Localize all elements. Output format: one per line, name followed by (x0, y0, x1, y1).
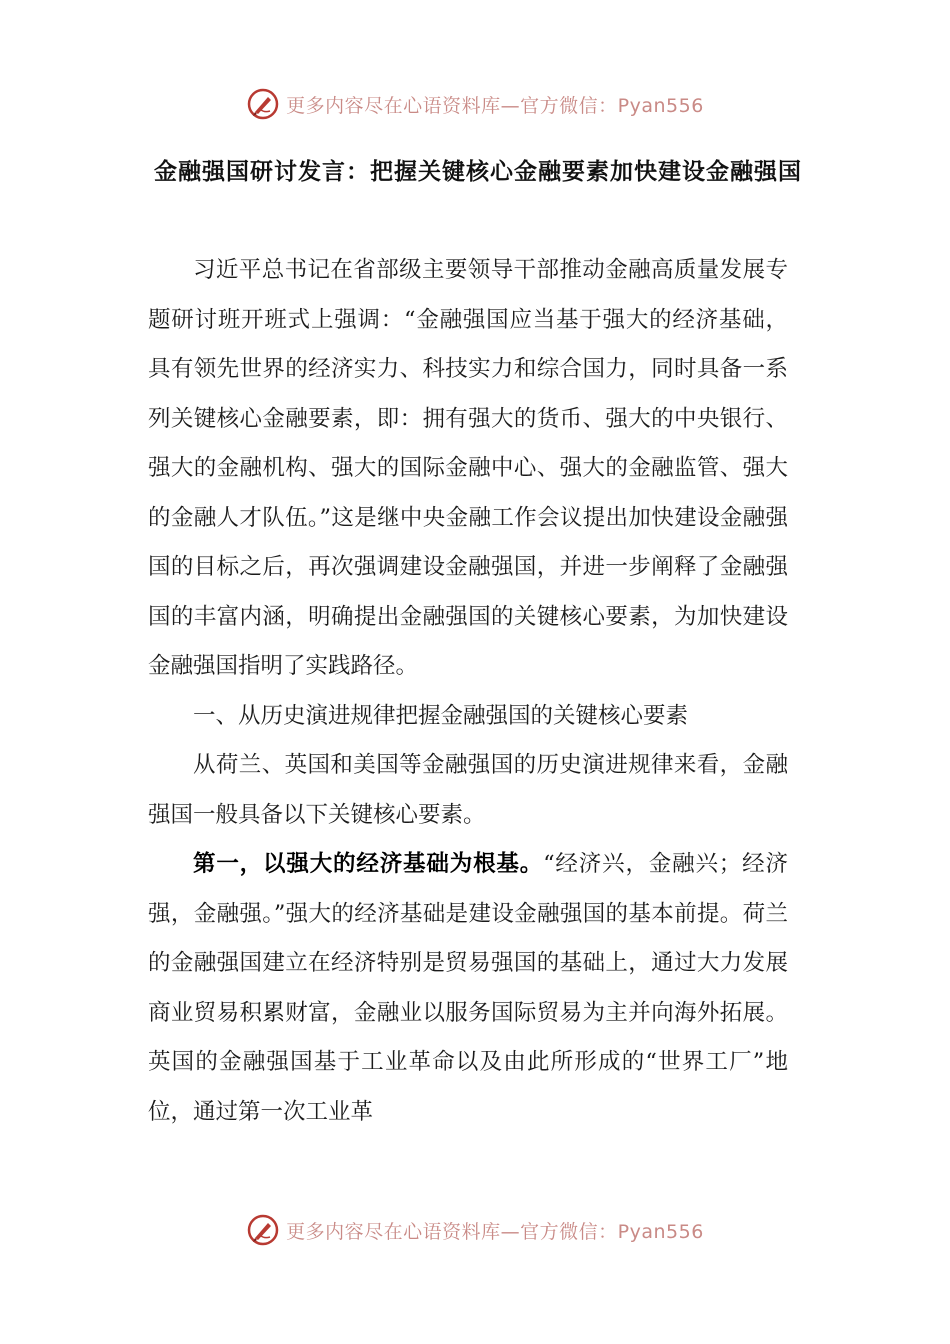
point-one-text: “经济兴，金融兴；经济强，金融强。”强大的经济基础是建设金融强国的基本前提。荷兰的金融强国建立在经济特别是贸易强国的基础上，通过大力发展商业贸易积累财富，金融业以服务国际贸易为主并向海外拓展。英国的金融强国基于工业革命以及由此所形成的“世界工厂”地位，通过第一次工业革 (148, 851, 788, 1125)
watermark-text: 更多内容尽在心语资料库—官方微信：Pyan556 (286, 94, 704, 117)
watermark-text: 更多内容尽在心语资料库—官方微信：Pyan556 (286, 1220, 704, 1243)
section-heading: 一、从历史演进规律把握金融强国的关键核心要素 (193, 702, 689, 729)
section-intro-paragraph: 从荷兰、英国和美国等金融强国的历史演进规律来看，金融强国一般具备以下关键核心要素。 (148, 752, 788, 828)
intro-paragraph: 习近平总书记在省部级主要领导干部推动金融高质量发展专题研讨班开班式上强调：“金融强国应当基于强大的经济基础，具有领先世界的经济实力、科技实力和综合国力，同时具备一系列关键核心金融要素，即：拥有强大的货币、强大的中央银行、强大的金融机构、强大的国际金融中心、强大的金融监管、强大的金融人才队伍。”这是继中央金融工作会议提出加快建设金融强国的目标之后，再次强调建设金融强国，并进一步阐释了金融强国的丰富内涵，明确提出金融强国的关键核心要素，为加快建设金融强国指明了实践路径。 (148, 257, 788, 679)
point-one-lead: 第一，以强大的经济基础为根基。 (193, 851, 544, 877)
pen-logo-icon (246, 1213, 280, 1247)
point-one-paragraph (148, 840, 788, 1137)
watermark-banner-top (0, 84, 950, 124)
document-title: 金融强国研讨发言：把握关键核心金融要素加快建设金融强国 (154, 159, 802, 185)
watermark-banner-bottom (0, 1210, 950, 1250)
document-body (148, 246, 788, 1137)
pen-logo-icon (246, 87, 280, 121)
